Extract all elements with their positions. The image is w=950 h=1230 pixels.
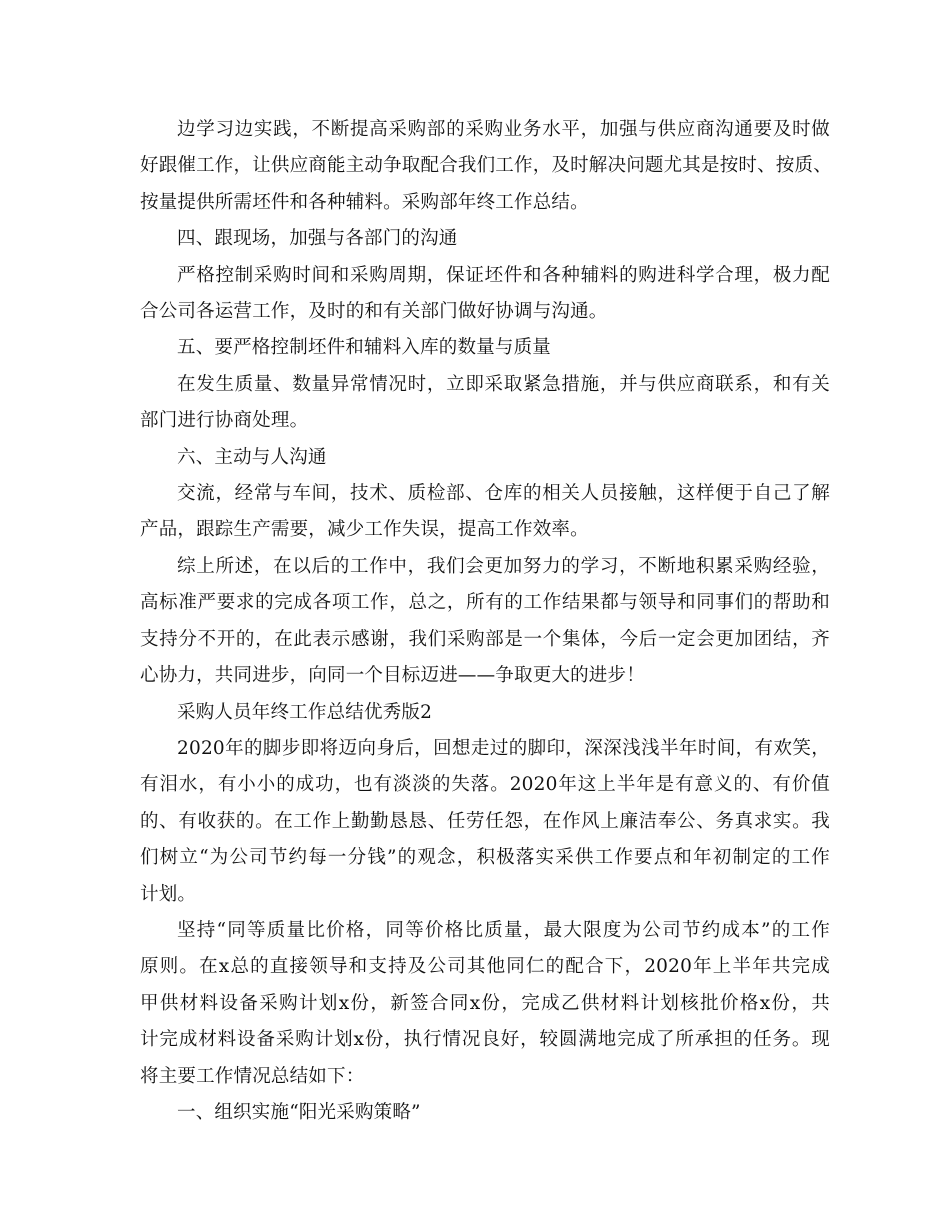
section-heading-6 — [140, 440, 830, 476]
section-heading-5 — [140, 330, 830, 366]
text-line: 将主要工作情况总结如下： — [140, 1065, 365, 1087]
text-line: 按量提供所需坯件和各种辅料。采购部年终工作总结。 — [140, 191, 589, 213]
text-line: 严格控制采购时间和采购周期，保证坯件和各种辅料的购进科学合理，极力配 — [177, 264, 830, 286]
heading-text: 四、跟现场，加强与各部门的沟通 — [177, 228, 458, 250]
paragraph-control-time — [140, 258, 830, 331]
text-line: 有泪水，有小小的成功，也有淡淡的失落。2020年这上半年是有意义的、有价值 — [140, 774, 830, 796]
text-line: 甲供材料设备采购计划x份，新签合同x份，完成乙供材料计划核批价格x份，共 — [140, 992, 830, 1014]
text-line: 计完成材料设备采购计划x份，执行情况良好，较圆满地完成了所承担的任务。现 — [140, 1029, 830, 1051]
document-page — [140, 112, 830, 1131]
section-heading-4 — [140, 221, 830, 257]
paragraph-quality-exception — [140, 367, 830, 440]
paragraph-principles — [140, 913, 830, 1095]
paragraph-practice — [140, 112, 830, 221]
text-line: 合公司各运营工作，及时的和有关部门做好协调与沟通。 — [140, 301, 608, 323]
text-line: 的、有收获的。在工作上勤勤恳恳、任劳任怨，在作风上廉洁奉公、务真求实。我 — [140, 810, 830, 832]
text-line: 们树立“为公司节约每一分钱”的观念，积极落实采供工作要点和年初制定的工作 — [140, 847, 830, 869]
text-line: 产品，跟踪生产需要，减少工作失误，提高工作效率。 — [140, 519, 589, 541]
text-line: 边学习边实践，不断提高采购部的采购业务水平，加强与供应商沟通要及时做 — [177, 119, 830, 140]
text-line: 计划。 — [140, 883, 197, 905]
text-line: 坚持“同等质量比价格，同等价格比质量，最大限度为公司节约成本”的工作 — [177, 919, 830, 941]
heading-text: 六、主动与人沟通 — [177, 446, 327, 468]
paragraph-summary — [140, 549, 830, 695]
heading-text: 一、组织实施“阳光采购策略” — [177, 1101, 421, 1123]
heading-text: 五、要严格控制坯件和辅料入库的数量与质量 — [177, 337, 552, 359]
paragraph-year-review — [140, 731, 830, 913]
text-line: 综上所述，在以后的工作中，我们会更加努力的学习，不断地积累采购经验， — [177, 555, 830, 577]
text-line: 高标准严要求的完成各项工作，总之，所有的工作结果都与领导和同事们的帮助和 — [140, 592, 830, 614]
document-subtitle — [140, 695, 830, 731]
text-line: 2020年的脚步即将迈向身后，回想走过的脚印，深深浅浅半年时间，有欢笑， — [177, 737, 830, 759]
text-line: 在发生质量、数量异常情况时，立即采取紧急措施，并与供应商联系，和有关 — [177, 373, 830, 395]
text-line: 支持分不开的，在此表示感谢，我们采购部是一个集体，今后一定会更加团结，齐 — [140, 628, 830, 650]
text-line: 交流，经常与车间，技术、质检部、仓库的相关人员接触，这样便于自己了解 — [177, 483, 830, 505]
text-line: 原则。在x总的直接领导和支持及公司其他同仁的配合下，2020年上半年共完成 — [140, 956, 830, 978]
text-line: 部门进行协商处理。 — [140, 410, 309, 432]
paragraph-communication — [140, 476, 830, 549]
text-line: 心协力，共同进步，向同一个目标迈进——争取更大的进步！ — [140, 665, 645, 687]
heading-text: 采购人员年终工作总结优秀版2 — [177, 701, 433, 723]
text-line: 好跟催工作，让供应商能主动争取配合我们工作，及时解决问题尤其是按时、按质、 — [140, 155, 832, 177]
section-heading-1 — [140, 1095, 830, 1131]
